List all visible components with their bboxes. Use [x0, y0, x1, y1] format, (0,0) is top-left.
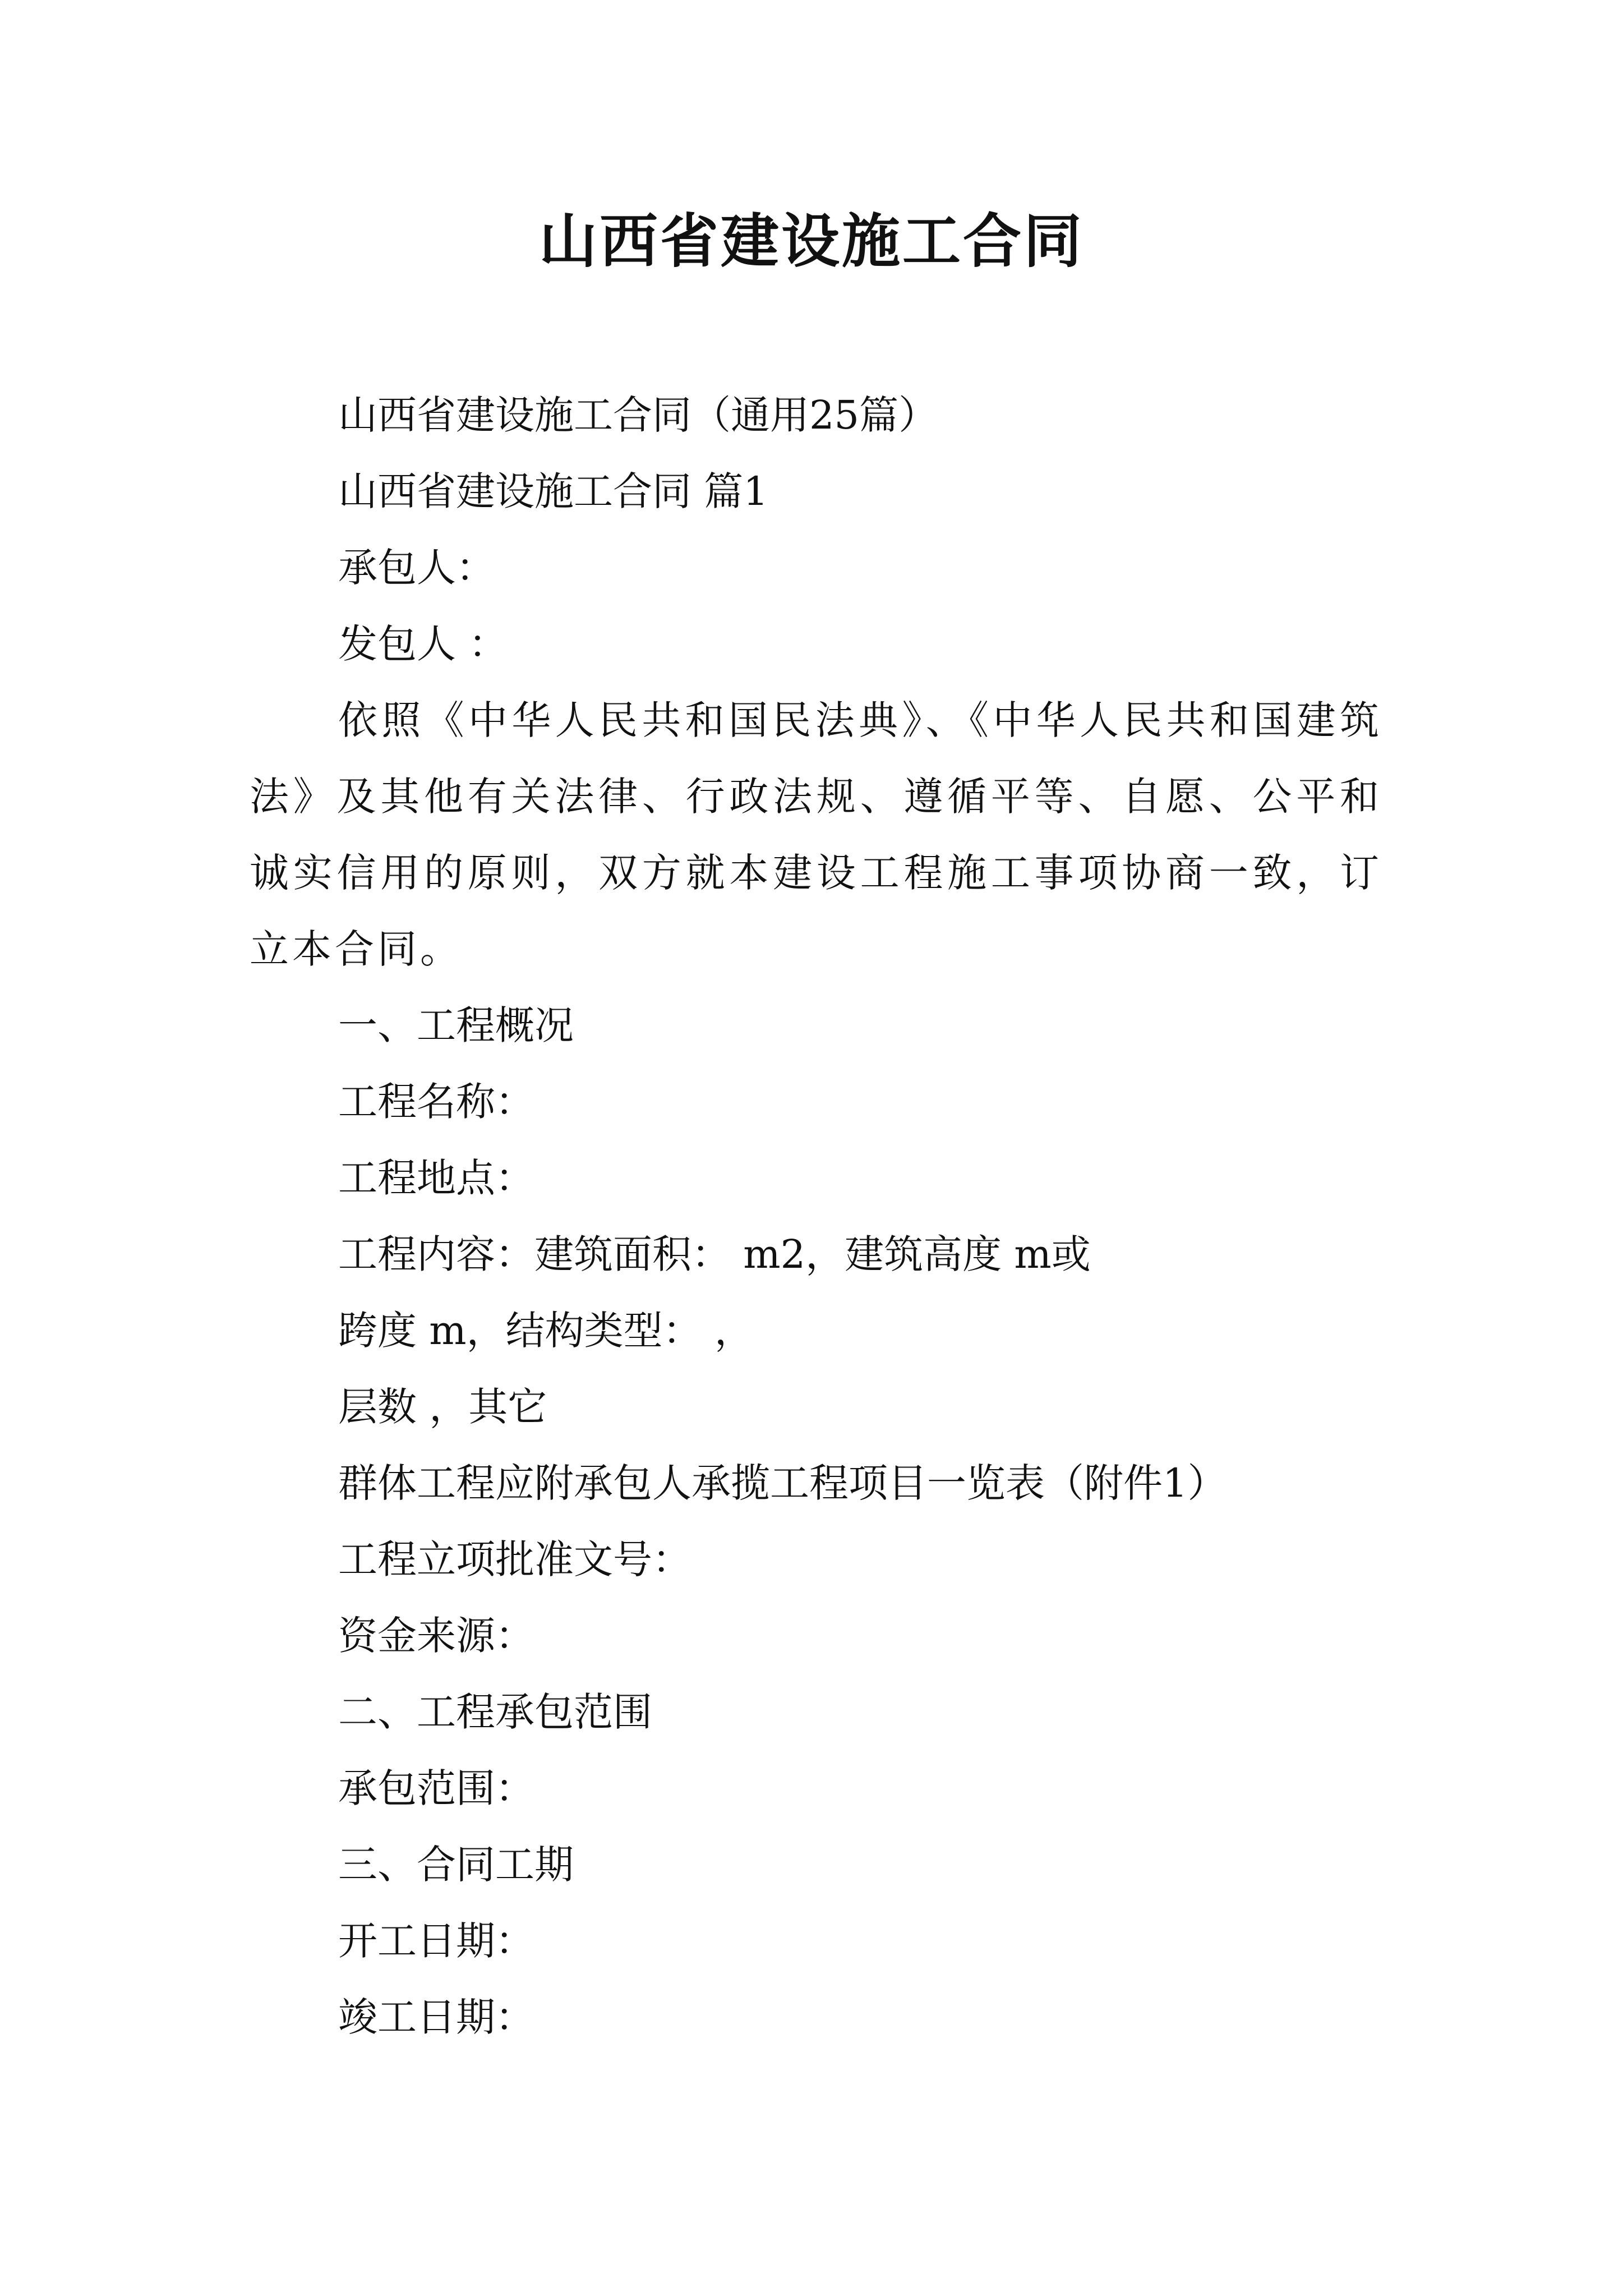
approval-number-field: 工程立项批准文号：	[338, 1536, 691, 1582]
project-name-field: 工程名称：	[338, 1079, 534, 1125]
fund-source-field: 资金来源：	[338, 1613, 534, 1659]
employer-field: 发包人 ：	[338, 621, 508, 667]
section-heading-project-overview: 一、工程概况	[338, 1002, 574, 1048]
project-location-field: 工程地点：	[338, 1155, 534, 1201]
completion-date-field: 竣工日期：	[338, 1994, 534, 2040]
document-title: 山西省建设施工合同	[538, 206, 1084, 275]
floors-other-field: 层数 ，其它	[338, 1384, 547, 1430]
document-subtitle: 山西省建设施工合同（通用25篇）	[338, 392, 938, 438]
section-heading-contract-period: 三、合同工期	[338, 1842, 574, 1888]
section-heading-scope: 二、工程承包范围	[338, 1689, 652, 1735]
start-date-field: 开工日期：	[338, 1918, 534, 1964]
group-project-note: 群体工程应附承包人承揽工程项目一览表（附件1）	[338, 1460, 1227, 1506]
contractor-field: 承包人：	[338, 545, 495, 591]
part-heading: 山西省建设施工合同 篇1	[338, 468, 768, 514]
project-content-field: 工程内容：建筑面积： m2，建筑高度 m或	[338, 1231, 1091, 1277]
preamble-paragraph: 依照《中华人民共和国民法典》、《中华人民共和国建筑法》及其他有关法律、行政法规、遵循平等、自愿、公平和诚实信用的原则，双方就本建设工程施工事项协商一致，订立本合同。	[250, 697, 1382, 972]
span-structure-field: 跨度 m，结构类型： ，	[338, 1308, 754, 1354]
scope-field: 承包范围：	[338, 1765, 534, 1811]
document-body	[250, 377, 1382, 2055]
